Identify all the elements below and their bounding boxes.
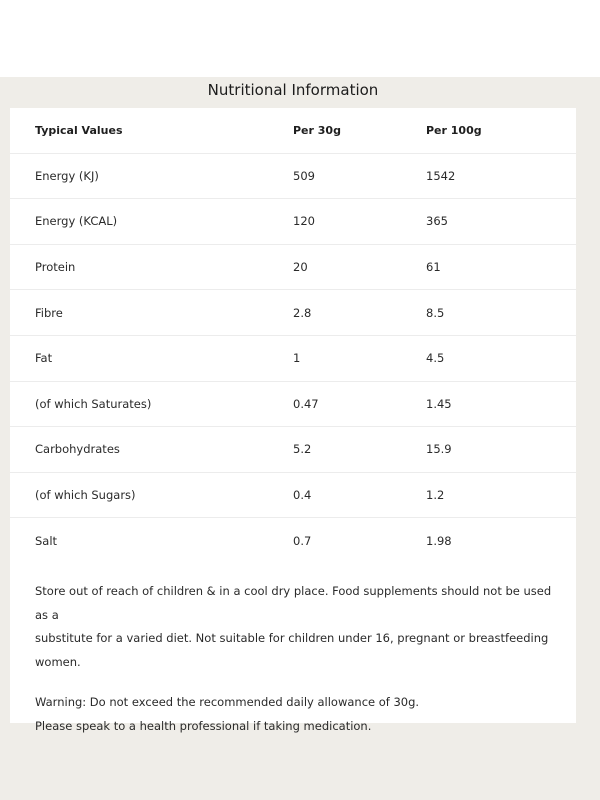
table-row xyxy=(10,154,576,200)
warning-note-line: Warning: Do not exceed the recommended daily allowance of 30g. xyxy=(35,695,420,709)
value-per-100g: 61 xyxy=(426,260,441,275)
nutrient-name: Protein xyxy=(35,260,76,275)
nutrient-name: (of which Sugars) xyxy=(35,488,136,503)
page-title: Nutritional Information xyxy=(207,81,379,99)
value-per-100g: 1.2 xyxy=(426,488,445,503)
value-per-30g: 1 xyxy=(293,351,301,366)
nutrition-card xyxy=(10,108,576,733)
nutrient-name: Carbohydrates xyxy=(35,442,120,457)
value-per-100g: 365 xyxy=(426,214,448,229)
value-per-30g: 120 xyxy=(293,214,315,229)
nutrient-name: Fat xyxy=(35,351,53,366)
value-per-100g: 8.5 xyxy=(426,305,445,320)
value-per-100g: 1.98 xyxy=(426,534,452,549)
value-per-30g: 2.8 xyxy=(293,305,312,320)
table-row xyxy=(10,290,576,336)
value-per-30g: 5.2 xyxy=(293,442,312,457)
nutrient-name: Energy (KCAL) xyxy=(35,214,118,229)
value-per-30g: 0.47 xyxy=(293,396,319,411)
table-row xyxy=(10,427,576,473)
table-header-row xyxy=(10,108,576,154)
nutrition-table xyxy=(10,108,576,564)
header-per-30g: Per 30g xyxy=(293,123,341,137)
value-per-30g: 0.4 xyxy=(293,488,312,503)
table-row xyxy=(10,199,576,245)
nutrient-name: (of which Saturates) xyxy=(35,396,152,411)
header-per-100g: Per 100g xyxy=(426,123,482,137)
table-row xyxy=(10,336,576,382)
value-per-100g: 4.5 xyxy=(426,351,445,366)
value-per-100g: 1.45 xyxy=(426,396,452,411)
table-row xyxy=(10,518,576,564)
value-per-30g: 20 xyxy=(293,260,308,275)
header-typical-values: Typical Values xyxy=(35,123,123,137)
storage-note-line: substitute for a varied diet. Not suitable for children under 16, pregnant or breastfeeding women. xyxy=(35,631,549,669)
value-per-100g: 15.9 xyxy=(426,442,452,457)
nutrient-name: Salt xyxy=(35,534,58,549)
storage-note-line: Store out of reach of children & in a cool dry place. Food supplements should not be used as a xyxy=(35,584,552,622)
notes-section xyxy=(35,580,565,738)
table-row xyxy=(10,382,576,428)
table-row xyxy=(10,473,576,519)
nutrient-name: Fibre xyxy=(35,305,63,320)
value-per-30g: 0.7 xyxy=(293,534,312,549)
nutrient-name: Energy (KJ) xyxy=(35,168,99,183)
value-per-30g: 509 xyxy=(293,168,315,183)
table-row xyxy=(10,245,576,291)
medication-note-line: Please speak to a health professional if taking medication. xyxy=(35,718,372,733)
value-per-100g: 1542 xyxy=(426,168,456,183)
